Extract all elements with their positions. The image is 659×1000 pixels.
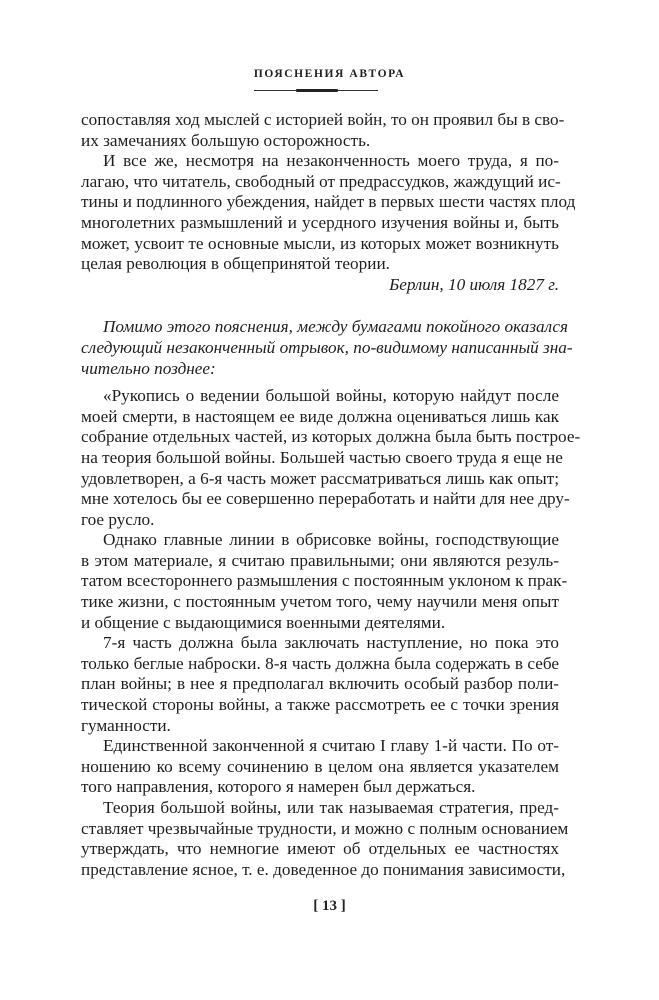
- text-line: тины и подлинного убеждения, найдет в первых шести частях плод: [81, 192, 576, 212]
- text-line: «Рукопись о ведении большой войны, которую найдут после: [103, 386, 559, 406]
- text-line: Помимо этого пояснения, между бумагами покойного оказался: [103, 317, 568, 337]
- text-line: гое русло.: [81, 509, 155, 529]
- paragraph: [81, 151, 576, 275]
- text-column: [81, 110, 581, 880]
- text-line: их замечаниях большую осторожность.: [81, 130, 371, 150]
- text-line: мне хотелось бы ее совершенно переработать и найти для нее дру-: [81, 489, 570, 509]
- text-line: собрание отдельных частей, из которых должна была быть построе-: [81, 427, 581, 447]
- text-line: И все же, несмотря на незаконченность моего труда, я по-: [103, 151, 559, 171]
- text-line: утверждать, что немногие имеют об отдельных ее частностях: [81, 839, 559, 859]
- editorial-note: [81, 317, 573, 379]
- text-line: гуманности.: [81, 715, 171, 735]
- text-line: только беглые наброски. 8-я часть должна была содержать в себе: [81, 653, 559, 673]
- signature-line: Берлин, 10 июля 1827 г.: [389, 274, 559, 294]
- paragraph: [81, 530, 568, 633]
- text-line: и общение с выдающимися военными деятелями.: [81, 612, 446, 632]
- text-line: может, усвоит те основные мысли, из которых может возникнуть: [81, 233, 559, 253]
- paragraph: [81, 110, 565, 151]
- text-line: того направления, которого я намерен был держаться.: [81, 777, 476, 797]
- paragraph: [81, 798, 569, 880]
- signature: [81, 275, 559, 296]
- text-line: план войны; в нее я предполагал включить особый разбор поли-: [81, 674, 559, 694]
- text-line: тике жизни, с постоянным учетом того, чему научили меня опыт: [81, 592, 559, 612]
- text-line: ставляет чрезвычайные трудности, и можно с полным основанием: [81, 818, 569, 838]
- paragraph: [81, 386, 581, 530]
- paragraph: [81, 633, 559, 736]
- text-line: многолетних размышлений и усердного изучения войны и, быть: [81, 212, 559, 232]
- text-line: в этом материале, я считаю правильными; они являются резуль-: [81, 550, 559, 570]
- running-head: ПОЯСНЕНИЯ АВТОРА: [253, 68, 406, 80]
- text-line: следующий незаконченный отрывок, по-видимому написанный зна-: [81, 337, 573, 357]
- paragraph: [81, 736, 559, 798]
- text-line: ношению ко всему сочинению в целом она является указателем: [81, 756, 559, 776]
- text-line: моей смерти, в настоящем ее виде должна оцениваться лишь как: [81, 406, 559, 426]
- text-line: представление ясное, т. е. доведенное до понимания зависимости,: [81, 859, 566, 879]
- text-line: на теория большой войны. Большей частью своего труда я еще не: [81, 447, 563, 467]
- text-line: целая революция в общепринятой теории.: [81, 254, 390, 274]
- text-line: сопоставляя ход мыслей с историей войн, то он проявил бы в сво-: [81, 110, 565, 129]
- text-line: Теория большой войны, или так называемая стратегия, пред-: [103, 798, 559, 817]
- header-rule-ornament: [296, 89, 338, 92]
- page-number: [ 13 ]: [313, 898, 346, 914]
- section-gap: [81, 295, 559, 317]
- text-line: Единственной законченной я считаю I главу 1-й части. По от-: [103, 736, 559, 756]
- section-gap: [81, 379, 559, 386]
- text-line: татом всестороннего размышления с постоянным уклоном к прак-: [81, 571, 568, 591]
- text-line: Однако главные линии в обрисовке войны, господствующие: [103, 530, 559, 550]
- text-line: удовлетворен, а 6-я часть может рассматриваться лишь как опыт;: [81, 468, 559, 488]
- text-line: 7-я часть должна была заключать наступление, но пока это: [103, 633, 559, 653]
- text-line: лагаю, что читатель, свободный от предрассудков, жаждущий ис-: [81, 171, 561, 191]
- text-line: тической стороны войны, а также рассмотреть ее с точки зрения: [81, 695, 559, 715]
- text-line: чительно позднее:: [81, 358, 216, 378]
